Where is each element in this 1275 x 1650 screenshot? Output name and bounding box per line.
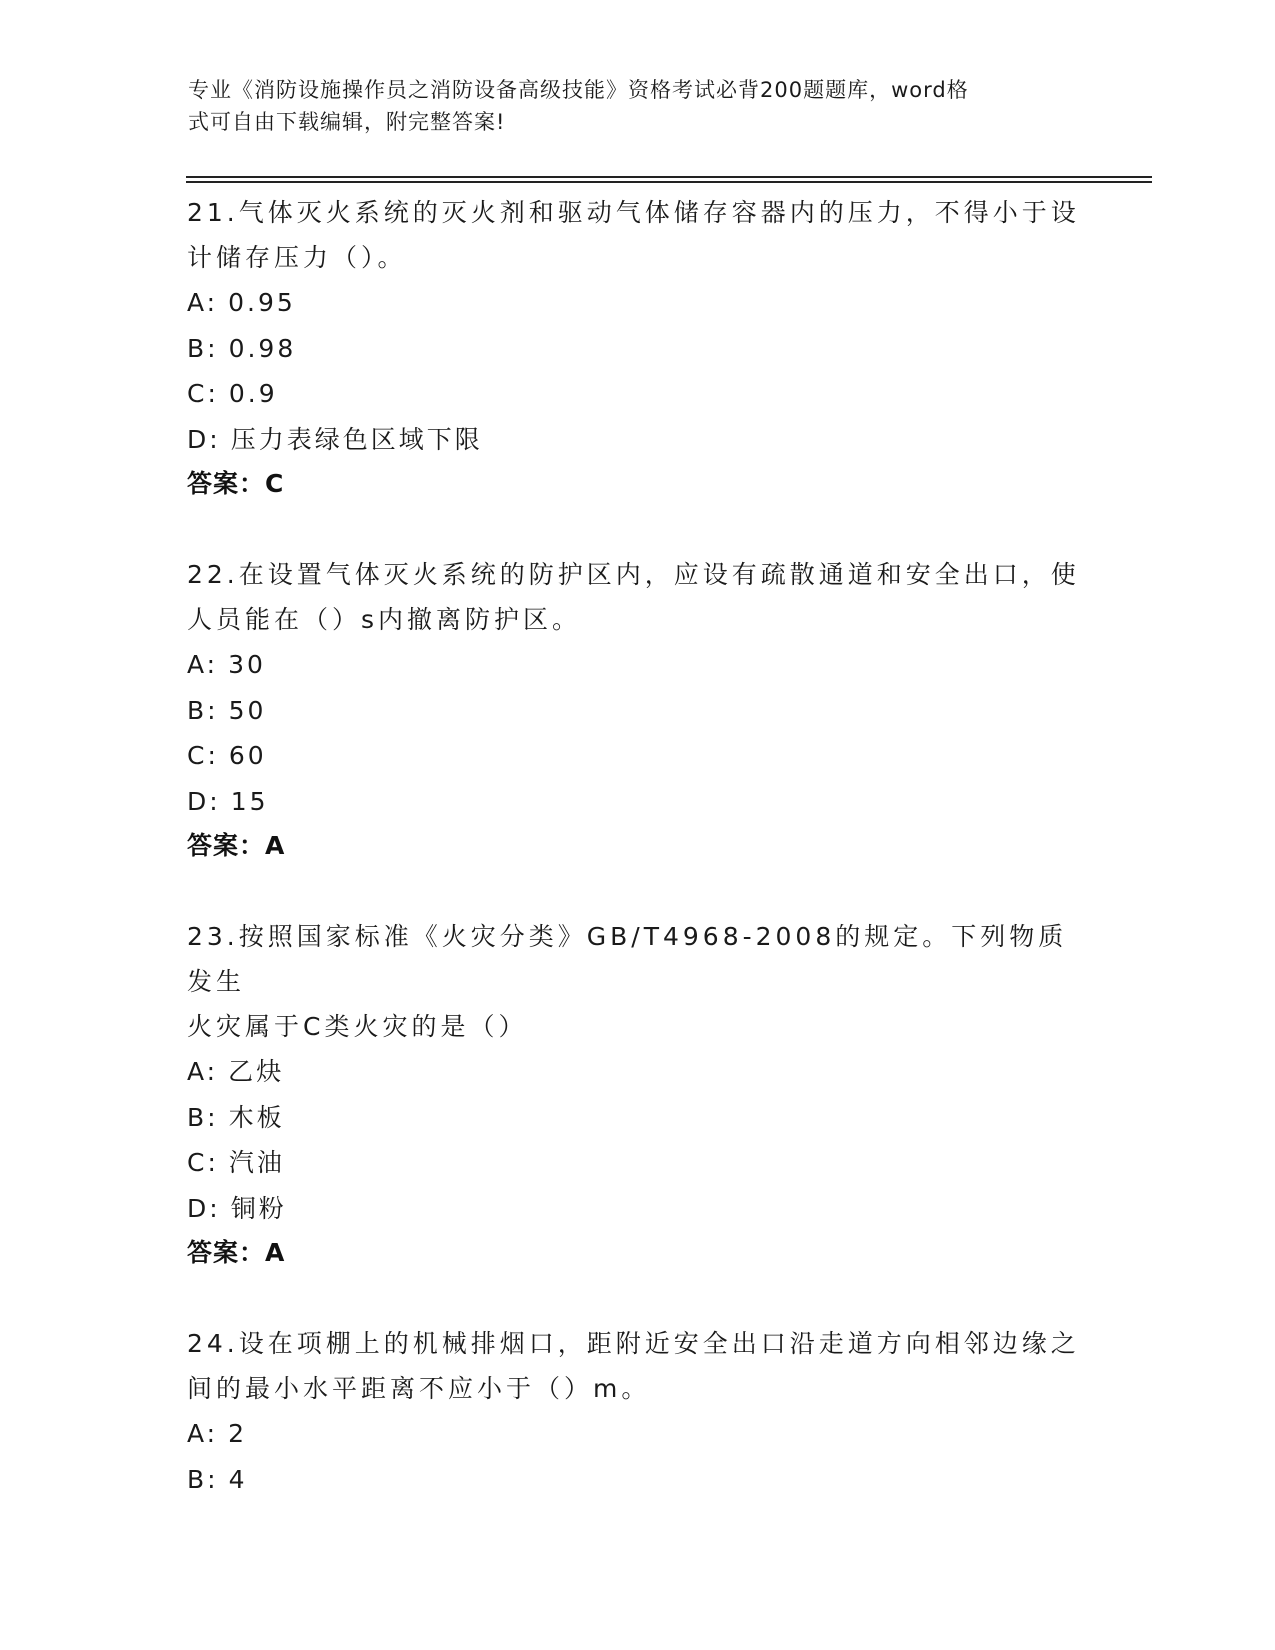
option-letter: C: bbox=[187, 1148, 219, 1177]
option-a bbox=[187, 642, 1087, 688]
question-stem-line: 23.按照国家标准《火灾分类》GB/T4968-2008的规定。下列物质发生 bbox=[187, 922, 1068, 996]
option-b bbox=[187, 1095, 1087, 1141]
question-21 bbox=[187, 190, 1087, 506]
option-text: 木板 bbox=[228, 1102, 285, 1132]
option-d bbox=[187, 779, 1087, 825]
option-b bbox=[187, 1457, 1087, 1503]
document-header bbox=[188, 74, 1068, 138]
question-stem bbox=[187, 1321, 1087, 1411]
question-stem bbox=[187, 190, 1087, 280]
option-text: 铜粉 bbox=[230, 1193, 287, 1223]
question-24 bbox=[187, 1321, 1087, 1502]
option-letter: C: bbox=[187, 379, 219, 408]
option-text: 2 bbox=[228, 1419, 247, 1448]
option-text: 15 bbox=[230, 786, 269, 816]
option-text: 50 bbox=[228, 695, 267, 725]
question-stem bbox=[187, 552, 1087, 642]
header-line-2: 式可自由下载编辑，附完整答案! bbox=[188, 110, 506, 134]
header-divider-bottom bbox=[186, 181, 1152, 183]
option-d bbox=[187, 417, 1087, 463]
question-23 bbox=[187, 914, 1087, 1275]
option-c bbox=[187, 733, 1087, 779]
question-stem-line: 24.设在项棚上的机械排烟口，距附近安全出口沿走道方向相邻边缘之 bbox=[187, 1329, 1080, 1358]
option-d bbox=[187, 1186, 1087, 1232]
option-text: 4 bbox=[228, 1464, 248, 1494]
option-letter: B: bbox=[187, 1102, 219, 1132]
option-letter: A: bbox=[187, 1419, 219, 1448]
option-a bbox=[187, 280, 1087, 326]
option-text: 60 bbox=[228, 741, 267, 770]
option-text: 乙炔 bbox=[228, 1057, 285, 1086]
question-list bbox=[187, 190, 1087, 1548]
question-22 bbox=[187, 552, 1087, 868]
option-text: 0.98 bbox=[228, 333, 297, 363]
option-letter: D: bbox=[187, 1193, 221, 1223]
option-text: 0.95 bbox=[228, 288, 296, 317]
option-letter: B: bbox=[187, 1464, 219, 1494]
option-letter: C: bbox=[187, 741, 219, 770]
question-stem-line: 21.气体灭火系统的灭火剂和驱动气体储存容器内的压力，不得小于设 bbox=[187, 198, 1080, 227]
option-letter: D: bbox=[187, 424, 221, 454]
option-text: 汽油 bbox=[228, 1148, 285, 1177]
option-letter: B: bbox=[187, 333, 219, 363]
option-text: 30 bbox=[228, 650, 266, 679]
option-letter: A: bbox=[187, 650, 219, 679]
option-a bbox=[187, 1049, 1087, 1095]
question-stem-line: 计储存压力（）。 bbox=[187, 243, 407, 272]
option-text: 压力表绿色区域下限 bbox=[230, 424, 483, 454]
question-stem-line: 火灾属于C类火灾的是（） bbox=[187, 1012, 528, 1041]
option-c bbox=[187, 371, 1087, 417]
question-stem-line: 间的最小水平距离不应小于（）m。 bbox=[187, 1374, 651, 1403]
header-divider-top bbox=[186, 176, 1152, 178]
option-letter: A: bbox=[187, 288, 219, 317]
header-line-1: 专业《消防设施操作员之消防设备高级技能》资格考试必背200题题库，word格 bbox=[188, 78, 969, 102]
option-text: 0.9 bbox=[228, 379, 278, 408]
question-stem-line: 人员能在（）s内撤离防护区。 bbox=[187, 605, 582, 634]
option-c bbox=[187, 1140, 1087, 1186]
option-letter: B: bbox=[187, 695, 219, 725]
answer-line: 答案：A bbox=[187, 831, 286, 860]
answer-line: 答案：A bbox=[187, 1238, 286, 1267]
option-letter: D: bbox=[187, 786, 221, 816]
question-stem-line: 22.在设置气体灭火系统的防护区内，应设有疏散通道和安全出口，使 bbox=[187, 560, 1080, 589]
answer-line: 答案：C bbox=[187, 469, 285, 498]
option-b bbox=[187, 326, 1087, 372]
option-a bbox=[187, 1411, 1087, 1457]
option-b bbox=[187, 688, 1087, 734]
option-letter: A: bbox=[187, 1057, 219, 1086]
question-stem bbox=[187, 914, 1087, 1049]
